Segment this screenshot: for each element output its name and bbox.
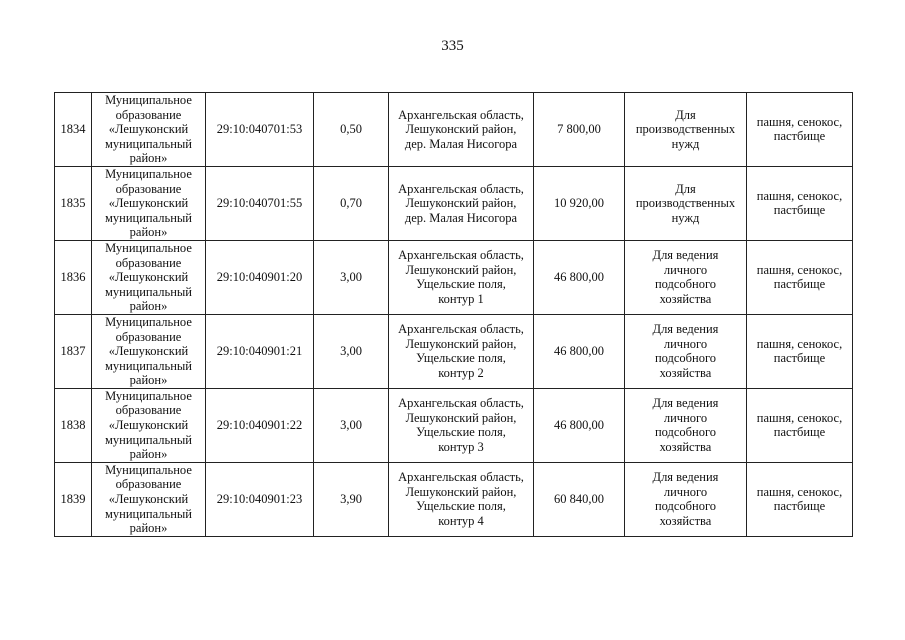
purpose-cell-line: личного [663, 410, 708, 425]
owner-cell-line: Муниципальное [105, 240, 192, 255]
purpose-cell [625, 314, 747, 388]
row-number-cell: 1834 [55, 93, 92, 167]
owner-cell-line: район» [129, 447, 168, 462]
owner-cell-line: Муниципальное [105, 166, 192, 181]
purpose-cell-line: Для [675, 107, 696, 122]
land-type-cell [747, 462, 853, 536]
land-type-cell-line: пастбище [773, 351, 826, 366]
table-row [55, 240, 853, 314]
land-type-cell-line: пашня, сенокос, [756, 262, 843, 277]
land-type-cell [747, 93, 853, 167]
table-row [55, 462, 853, 536]
address-cell-line: Лешуконский район, [405, 410, 517, 425]
cadastral-number-cell: 29:10:040701:53 [206, 93, 314, 167]
purpose-cell-line: подсобного [654, 351, 717, 366]
address-cell-line: Ущельские поля, [416, 499, 506, 514]
address-cell [389, 240, 534, 314]
owner-cell-line: Муниципальное [105, 314, 192, 329]
address-cell [389, 462, 534, 536]
table-body [55, 93, 853, 537]
row-number-cell: 1835 [55, 166, 92, 240]
purpose-cell-line: Для ведения [652, 396, 719, 411]
land-type-cell-line: пашня, сенокос, [756, 484, 843, 499]
land-type-cell-line: пашня, сенокос, [756, 188, 843, 203]
owner-cell-line: район» [129, 151, 168, 166]
cost-cell: 7 800,00 [534, 93, 625, 167]
purpose-cell-line: подсобного [654, 277, 717, 292]
address-cell [389, 388, 534, 462]
row-number-cell: 1837 [55, 314, 92, 388]
purpose-cell-line: хозяйства [659, 365, 712, 380]
address-cell-line: контур 1 [438, 292, 484, 307]
land-type-cell [747, 314, 853, 388]
owner-cell-line: «Лешуконский [108, 418, 189, 433]
owner-cell-line: муниципальный [105, 284, 192, 299]
purpose-cell [625, 240, 747, 314]
land-plots-table [54, 92, 853, 537]
owner-cell-line: район» [129, 521, 168, 536]
table-row [55, 388, 853, 462]
address-cell-line: дер. Малая Нисогора [404, 210, 518, 225]
purpose-cell-line: личного [663, 336, 708, 351]
land-type-cell-line: пашня, сенокос, [756, 114, 843, 129]
owner-cell-line: образование [115, 181, 182, 196]
address-cell-line: Лешуконский район, [405, 262, 517, 277]
land-type-cell-line: пастбище [773, 499, 826, 514]
owner-cell-line: муниципальный [105, 210, 192, 225]
owner-cell-line: район» [129, 299, 168, 314]
owner-cell [92, 93, 206, 167]
purpose-cell-line: личного [663, 262, 708, 277]
address-cell-line: Архангельская область, [398, 181, 524, 196]
owner-cell-line: район» [129, 225, 168, 240]
area-cell: 3,00 [314, 388, 389, 462]
cadastral-number-cell: 29:10:040901:21 [206, 314, 314, 388]
address-cell [389, 93, 534, 167]
owner-cell [92, 388, 206, 462]
owner-cell-line: «Лешуконский [108, 344, 189, 359]
owner-cell-line: Муниципальное [105, 462, 192, 477]
land-type-cell-line: пашня, сенокос, [756, 410, 843, 425]
cadastral-number-cell: 29:10:040901:20 [206, 240, 314, 314]
owner-cell-line: муниципальный [105, 136, 192, 151]
address-cell-line: Архангельская область, [398, 322, 524, 337]
owner-cell-line: «Лешуконский [108, 492, 189, 507]
purpose-cell-line: производственных [635, 122, 736, 137]
address-cell-line: Лешуконский район, [405, 484, 517, 499]
cost-cell: 10 920,00 [534, 166, 625, 240]
land-type-cell-line: пастбище [773, 129, 826, 144]
address-cell-line: Ущельские поля, [416, 277, 506, 292]
page-number: 335 [441, 38, 464, 54]
land-type-cell [747, 240, 853, 314]
area-cell: 0,70 [314, 166, 389, 240]
owner-cell-line: «Лешуконский [108, 122, 189, 137]
address-cell-line: контур 2 [438, 365, 484, 380]
land-type-cell-line: пастбище [773, 203, 826, 218]
owner-cell [92, 314, 206, 388]
area-cell: 0,50 [314, 93, 389, 167]
cost-cell: 46 800,00 [534, 240, 625, 314]
purpose-cell-line: подсобного [654, 425, 717, 440]
area-cell: 3,90 [314, 462, 389, 536]
purpose-cell-line: хозяйства [659, 513, 712, 528]
cost-cell: 46 800,00 [534, 314, 625, 388]
owner-cell [92, 462, 206, 536]
purpose-cell-line: личного [663, 484, 708, 499]
area-cell: 3,00 [314, 240, 389, 314]
table-row [55, 166, 853, 240]
purpose-cell-line: нужд [671, 210, 700, 225]
owner-cell-line: муниципальный [105, 506, 192, 521]
cost-cell: 60 840,00 [534, 462, 625, 536]
owner-cell-line: «Лешуконский [108, 270, 189, 285]
purpose-cell-line: Для ведения [652, 470, 719, 485]
address-cell-line: Лешуконский район, [405, 122, 517, 137]
cost-cell: 46 800,00 [534, 388, 625, 462]
address-cell-line: Лешуконский район, [405, 336, 517, 351]
row-number-cell: 1839 [55, 462, 92, 536]
purpose-cell [625, 166, 747, 240]
owner-cell [92, 240, 206, 314]
address-cell-line: Архангельская область, [398, 248, 524, 263]
address-cell-line: Лешуконский район, [405, 196, 517, 211]
owner-cell-line: Муниципальное [105, 93, 192, 107]
address-cell-line: Архангельская область, [398, 396, 524, 411]
purpose-cell-line: нужд [671, 136, 700, 151]
cadastral-number-cell: 29:10:040701:55 [206, 166, 314, 240]
address-cell-line: Архангельская область, [398, 107, 524, 122]
land-type-cell-line: пастбище [773, 425, 826, 440]
purpose-cell-line: хозяйства [659, 439, 712, 454]
owner-cell [92, 166, 206, 240]
owner-cell-line: образование [115, 255, 182, 270]
row-number-cell: 1836 [55, 240, 92, 314]
cadastral-number-cell: 29:10:040901:23 [206, 462, 314, 536]
address-cell-line: Архангельская область, [398, 470, 524, 485]
owner-cell-line: «Лешуконский [108, 196, 189, 211]
purpose-cell-line: Для [675, 181, 696, 196]
table-row [55, 314, 853, 388]
purpose-cell [625, 93, 747, 167]
owner-cell-line: муниципальный [105, 358, 192, 373]
address-cell-line: Ущельские поля, [416, 351, 506, 366]
land-type-cell [747, 166, 853, 240]
row-number-cell: 1838 [55, 388, 92, 462]
owner-cell-line: район» [129, 373, 168, 388]
land-type-cell-line: пашня, сенокос, [756, 336, 843, 351]
purpose-cell [625, 388, 747, 462]
address-cell-line: контур 3 [438, 439, 484, 454]
purpose-cell-line: Для ведения [652, 322, 719, 337]
purpose-cell-line: подсобного [654, 499, 717, 514]
owner-cell-line: образование [115, 107, 182, 122]
address-cell [389, 314, 534, 388]
address-cell-line: Ущельские поля, [416, 425, 506, 440]
land-type-cell [747, 388, 853, 462]
owner-cell-line: муниципальный [105, 432, 192, 447]
purpose-cell-line: производственных [635, 196, 736, 211]
land-type-cell-line: пастбище [773, 277, 826, 292]
owner-cell-line: образование [115, 403, 182, 418]
purpose-cell-line: хозяйства [659, 292, 712, 307]
cadastral-number-cell: 29:10:040901:22 [206, 388, 314, 462]
area-cell: 3,00 [314, 314, 389, 388]
table-row [55, 93, 853, 167]
purpose-cell-line: Для ведения [652, 248, 719, 263]
address-cell-line: контур 4 [438, 513, 484, 528]
address-cell-line: дер. Малая Нисогора [404, 136, 518, 151]
owner-cell-line: Муниципальное [105, 388, 192, 403]
owner-cell-line: образование [115, 329, 182, 344]
address-cell [389, 166, 534, 240]
purpose-cell [625, 462, 747, 536]
owner-cell-line: образование [115, 477, 182, 492]
